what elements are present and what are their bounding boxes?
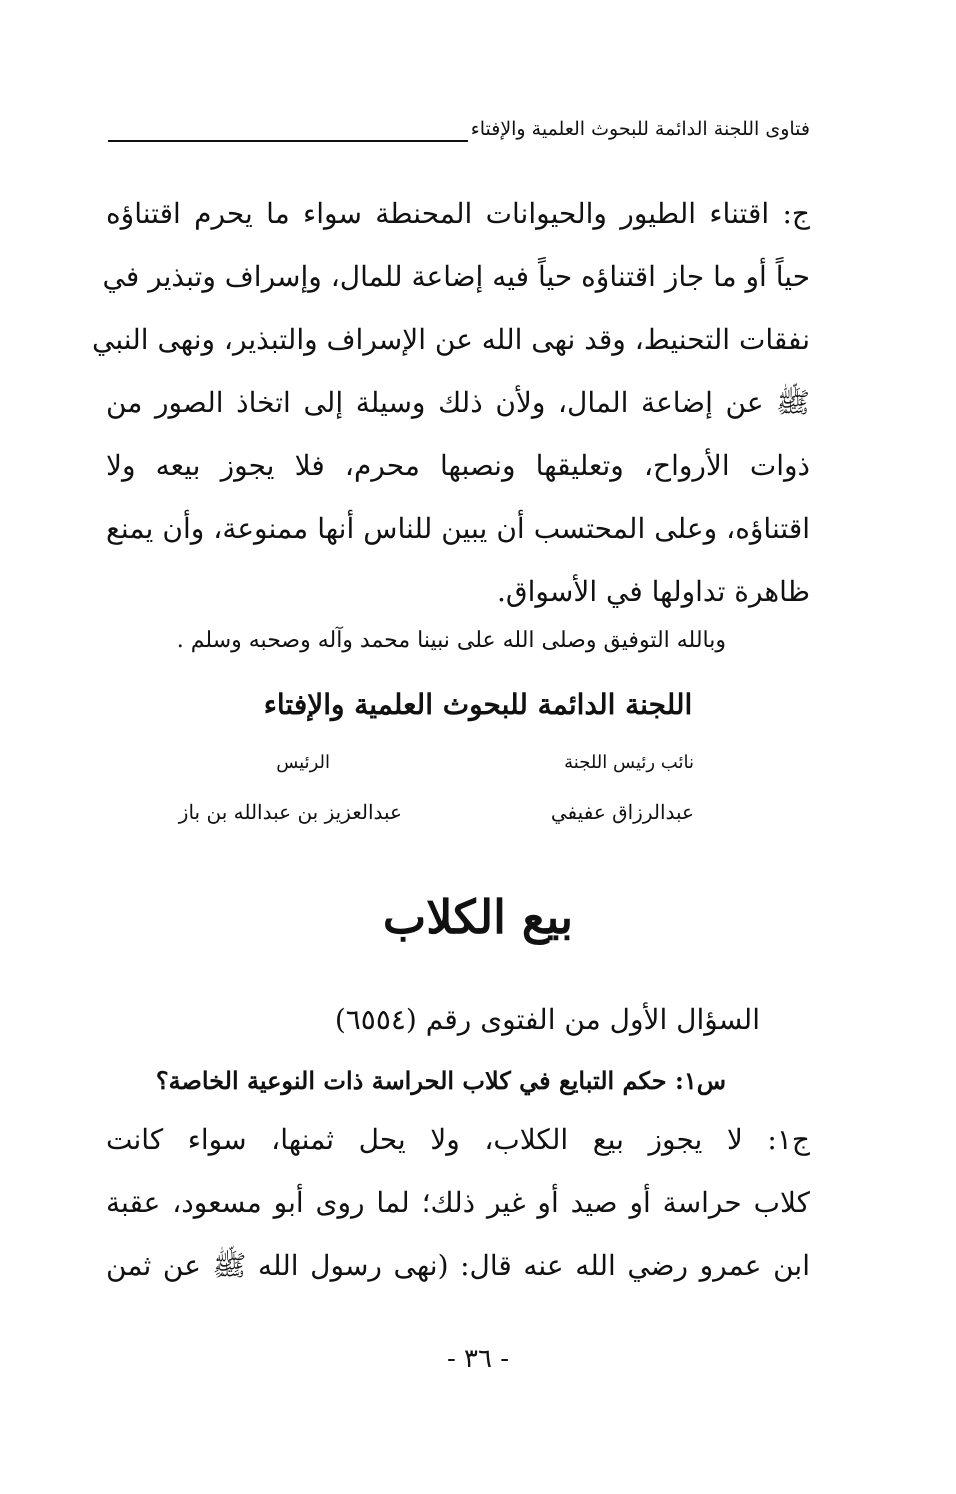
committee-name: اللجنة الدائمة للبحوث العلمية والإفتاء <box>263 688 693 721</box>
chair-title: الرئيس <box>276 752 330 773</box>
text-line: اقتناؤه، وعلى المحتسب أن يبين للناس أنها ممنوعة، وأن يمنع <box>106 512 810 545</box>
section-title: بيع الكلاب <box>382 890 574 944</box>
chair-name: عبدالعزيز بن عبدالله بن باز <box>178 800 402 824</box>
page-number: - ٣٦ - <box>446 1344 510 1374</box>
text-line: كلاب حراسة أو صيد أو غير ذلك؛ لما روى أبو مسعود، عقبة <box>106 1186 811 1219</box>
answer-paragraph <box>92 182 810 623</box>
text-line: ذوات الأرواح، وتعليقها ونصبها محرم، فلا يجوز بيعه ولا <box>106 449 810 482</box>
question-heading: س١: حكم التبايع في كلاب الحراسة ذات النوعية الخاصة؟ <box>155 1066 726 1095</box>
answer-paragraph-2 <box>106 1108 810 1297</box>
vice-chair-name: عبدالرزاق عفيفي <box>550 800 694 824</box>
text-line: ج١: لا يجوز بيع الكلاب، ولا يحل ثمنها، سواء كانت <box>106 1123 810 1156</box>
text-line: حياً أو ما جاز اقتناؤه حياً فيه إضاعة للمال، وإسراف وتبذير في <box>102 260 810 293</box>
header-rule <box>108 140 468 142</box>
text-line: ج: اقتناء الطيور والحيوانات المحنطة سواء ما يحرم اقتناؤه <box>106 197 810 230</box>
running-header: فتاوى اللجنة الدائمة للبحوث العلمية والإفتاء <box>470 118 810 140</box>
text-line: نفقات التحنيط، وقد نهى الله عن الإسراف والتبذير، ونهى النبي <box>92 323 810 356</box>
vice-chair-title: نائب رئيس اللجنة <box>564 752 694 773</box>
closing-line: وبالله التوفيق وصلى الله على نبينا محمد وآله وصحبه وسلم . <box>176 628 726 653</box>
text-line: ﷺ عن إضاعة المال، ولأن ذلك وسيلة إلى اتخاذ الصور من <box>106 386 810 419</box>
text-line: ابن عمرو رضي الله عنه قال: (نهى رسول الله ﷺ عن ثمن <box>106 1249 810 1282</box>
question-reference: السؤال الأول من الفتوى رقم (٦٥٥٤) <box>334 1003 760 1036</box>
text-line: ظاهرة تداولها في الأسواق. <box>497 575 810 608</box>
